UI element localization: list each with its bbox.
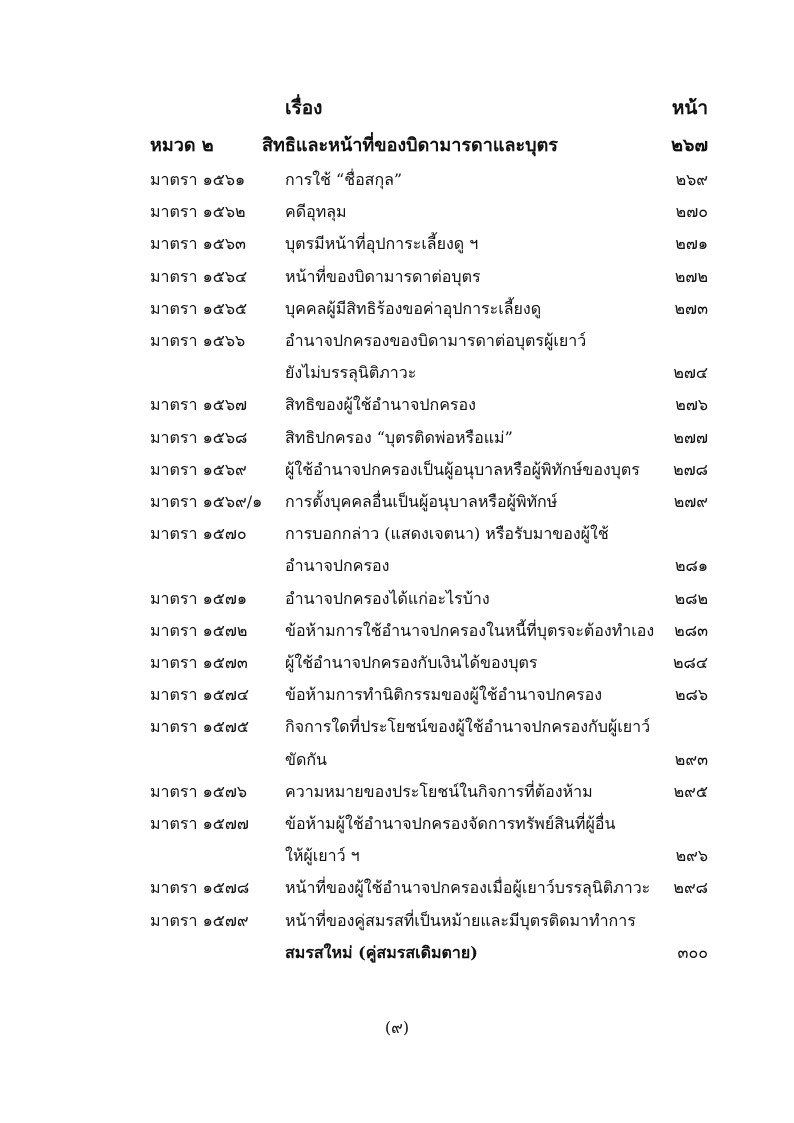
article-page: ๒๗๐ — [675, 202, 708, 221]
toc-entry — [0, 550, 794, 582]
article-label: มาตรา ๑๕๖๙ — [150, 460, 247, 479]
article-title: หน้าที่ของบิดามารดาต่อบุตร — [285, 267, 481, 286]
toc-entry — [0, 583, 794, 615]
article-title: คดีอุทลุม — [285, 202, 347, 221]
toc-entry — [0, 905, 794, 937]
article-label: มาตรา ๑๕๗๙ — [150, 911, 249, 930]
article-page: ๒๗๒ — [674, 267, 708, 286]
chapter-label: หมวด ๒ — [150, 135, 214, 156]
article-title: บุตรมีหน้าที่อุปการะเลี้ยงดู ฯ — [285, 234, 479, 253]
toc-entry — [0, 615, 794, 647]
article-label: มาตรา ๑๕๗๒ — [150, 621, 248, 640]
article-page: ๒๗๔ — [673, 363, 708, 382]
article-title: หน้าที่ของผู้ใช้อำนาจปกครองเมื่อผู้เยาว์บรรลุนิติภาวะ — [285, 878, 651, 897]
article-label: มาตรา ๑๕๗๘ — [150, 878, 250, 897]
toc-entry — [0, 261, 794, 293]
column-header-topic: เรื่อง — [285, 97, 323, 119]
article-title: ข้อห้ามการใช้อำนาจปกครองในหนี้ที่บุตรจะต้องทำเอง — [285, 621, 655, 640]
article-page: ๒๗๖ — [675, 395, 708, 414]
toc-entry — [0, 164, 794, 196]
article-page: ๒๖๙ — [675, 170, 708, 189]
article-title: การใช้ “ชื่อสกุล” — [285, 170, 403, 189]
toc-entry — [0, 840, 794, 872]
toc-entry — [0, 389, 794, 421]
article-title: การบอกกล่าว (แสดงเจตนา) หรือรับมาของผู้ใช้ — [285, 524, 609, 543]
article-page: ๒๙๓ — [674, 750, 708, 769]
toc-entry — [0, 711, 794, 743]
article-label: มาตรา ๑๕๖๔ — [150, 267, 248, 286]
article-title: ให้ผู้เยาว์ ฯ — [285, 846, 360, 865]
article-label: มาตรา ๑๕๖๓ — [150, 234, 246, 253]
article-title: สิทธิปกครอง “บุตรติดพ่อหรือแม่” — [285, 428, 513, 447]
toc-entry — [0, 872, 794, 904]
article-label: มาตรา ๑๕๖๕ — [150, 299, 248, 318]
article-title: ผู้ใช้อำนาจปกครองกับเงินได้ของบุตร — [285, 653, 538, 672]
article-title: ขัดกัน — [285, 750, 327, 769]
chapter-heading — [0, 130, 794, 162]
article-title: ข้อห้ามการทำนิติกรรมของผู้ใช้อำนาจปกครอง — [285, 685, 603, 704]
article-label: มาตรา ๑๕๖๖ — [150, 331, 246, 350]
toc-entry — [0, 808, 794, 840]
column-header-page: หน้า — [671, 97, 708, 119]
article-label: มาตรา ๑๕๗๕ — [150, 717, 249, 736]
page-footer-number: (๙) — [384, 1018, 410, 1037]
article-label: มาตรา ๑๕๗๗ — [150, 814, 249, 833]
article-label: มาตรา ๑๕๖๗ — [150, 395, 248, 414]
article-title: สิทธิของผู้ใช้อำนาจปกครอง — [285, 395, 476, 414]
article-page: ๒๗๘ — [673, 460, 708, 479]
toc-entry — [0, 454, 794, 486]
article-title: อำนาจปกครองของบิดามารดาต่อบุตรผู้เยาว์ — [285, 331, 587, 350]
toc-entry — [0, 293, 794, 325]
chapter-page: ๒๖๗ — [671, 135, 708, 156]
toc-entry — [0, 679, 794, 711]
toc-entry — [0, 776, 794, 808]
toc-entry — [0, 937, 794, 969]
article-label: มาตรา ๑๕๖๑ — [150, 170, 246, 189]
toc-entry — [0, 486, 794, 518]
article-title: ความหมายของประโยชน์ในกิจการที่ต้องห้าม — [285, 782, 593, 801]
article-label: มาตรา ๑๕๗๑ — [150, 589, 248, 608]
article-page: ๒๘๖ — [674, 685, 708, 704]
article-title: ผู้ใช้อำนาจปกครองเป็นผู้อนุบาลหรือผู้พิทักษ์ของบุตร — [285, 460, 640, 479]
toc-entry — [0, 647, 794, 679]
toc-entry — [0, 744, 794, 776]
article-page: ๒๘๒ — [674, 589, 708, 608]
article-label: มาตรา ๑๕๗๔ — [150, 685, 249, 704]
article-page: ๓๐๐ — [677, 943, 708, 962]
article-title: อำนาจปกครองได้แก่อะไรบ้าง — [285, 589, 490, 608]
article-label: มาตรา ๑๕๗๓ — [150, 653, 248, 672]
article-page: ๒๗๓ — [674, 299, 708, 318]
article-label: มาตรา ๑๕๗๖ — [150, 782, 248, 801]
chapter-title: สิทธิและหน้าที่ของบิดามารดาและบุตร — [262, 135, 558, 156]
article-label: มาตรา ๑๕๗๐ — [150, 524, 247, 543]
toc-entry — [0, 422, 794, 454]
article-title: ยังไม่บรรลุนิติภาวะ — [285, 363, 417, 382]
toc-entry — [0, 357, 794, 389]
toc-entry — [0, 518, 794, 550]
article-page: ๒๙๘ — [673, 878, 708, 897]
article-title: ข้อห้ามผู้ใช้อำนาจปกครองจัดการทรัพย์สินที่ผู้อื่น — [285, 814, 616, 833]
article-title: กิจการใดที่ประโยชน์ของผู้ใช้อำนาจปกครองกับผู้เยาว์ — [285, 717, 651, 736]
article-page: ๒๙๕ — [673, 782, 708, 801]
article-page: ๒๘๑ — [674, 556, 708, 575]
article-title: สมรสใหม่ (คู่สมรสเดิมตาย) — [285, 943, 478, 962]
toc-entry — [0, 228, 794, 260]
article-page: ๒๗๗ — [673, 428, 708, 447]
article-label: มาตรา ๑๕๖๘ — [150, 428, 248, 447]
article-title: หน้าที่ของคู่สมรสที่เป็นหม้ายและมีบุตรติดมาทำการ — [285, 911, 636, 930]
toc-entry — [0, 196, 794, 228]
article-label: มาตรา ๑๕๖๙/๑ — [150, 492, 263, 511]
article-title: บุคคลผู้มีสิทธิร้องขอค่าอุปการะเลี้ยงดู — [285, 299, 542, 318]
article-page: ๒๗๑ — [675, 234, 708, 253]
article-title: อำนาจปกครอง — [285, 556, 390, 575]
article-page: ๒๘๓ — [674, 621, 708, 640]
article-page: ๒๙๖ — [675, 846, 708, 865]
article-page: ๒๘๔ — [673, 653, 708, 672]
toc-entry — [0, 325, 794, 357]
article-label: มาตรา ๑๕๖๒ — [150, 202, 246, 221]
article-title: การตั้งบุคคลอื่นเป็นผู้อนุบาลหรือผู้พิทักษ์ — [285, 492, 558, 511]
article-page: ๒๗๙ — [673, 492, 708, 511]
